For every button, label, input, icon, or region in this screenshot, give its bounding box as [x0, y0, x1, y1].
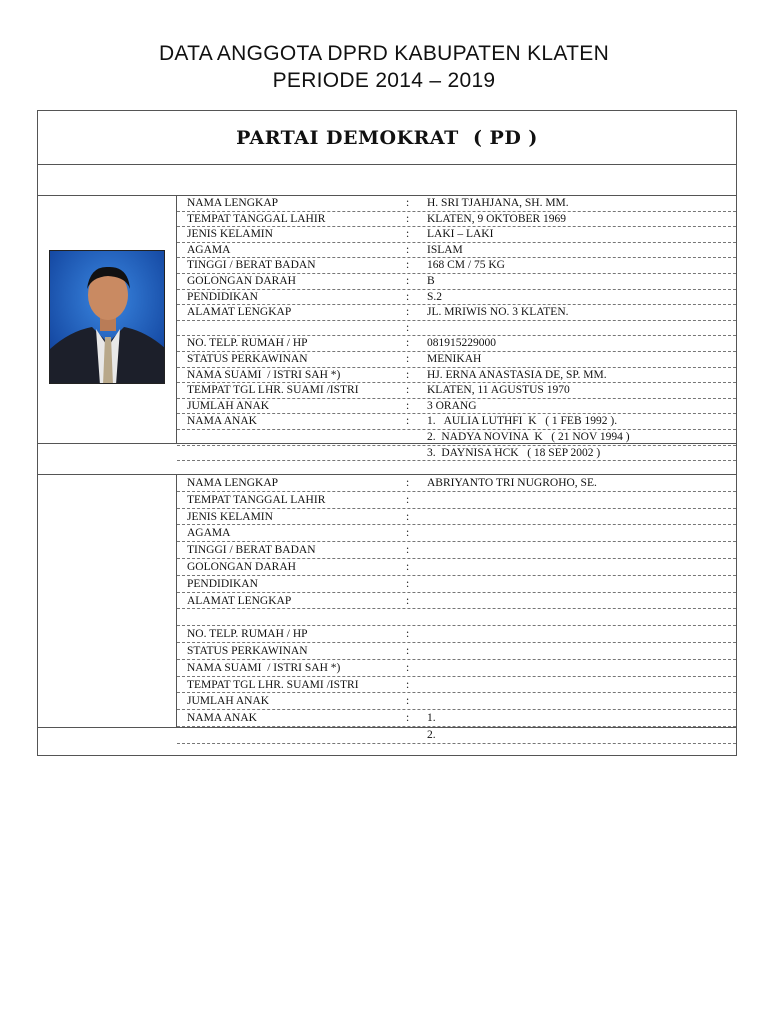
field-label: GOLONGAN DARAH	[187, 560, 296, 573]
field-value: 2. NADYA NOVINA K ( 21 NOV 1994 )	[427, 430, 630, 443]
info-row	[177, 542, 736, 559]
field-separator: :	[406, 243, 410, 256]
field-value: MENIKAH	[427, 352, 482, 365]
field-label: TEMPAT TANGGAL LAHIR	[187, 212, 326, 225]
field-label: STATUS PERKAWINAN	[187, 644, 308, 657]
page-title	[0, 40, 768, 94]
info-row	[177, 305, 736, 321]
field-label: JENIS KELAMIN	[187, 510, 273, 523]
field-label: ALAMAT LENGKAP	[187, 594, 292, 607]
field-value: HJ. ERNA ANASTASIA DE, SP. MM.	[427, 368, 607, 381]
field-label: TEMPAT TANGGAL LAHIR	[187, 493, 326, 506]
field-separator: :	[406, 661, 410, 674]
field-label: STATUS PERKAWINAN	[187, 352, 308, 365]
field-separator: :	[406, 644, 410, 657]
field-value: 3 ORANG	[427, 399, 477, 412]
field-separator: :	[406, 321, 410, 334]
portrait-image	[50, 251, 165, 384]
page-title-line2: PERIODE 2014 – 2019	[272, 69, 496, 92]
field-label: ALAMAT LENGKAP	[187, 306, 292, 319]
field-label: NO. TELP. RUMAH / HP	[187, 337, 308, 350]
member-info	[177, 196, 736, 461]
member-info	[177, 475, 736, 744]
field-value: 168 CM / 75 KG	[427, 259, 505, 272]
field-label: TEMPAT TGL LHR. SUAMI /ISTRI	[187, 384, 359, 397]
field-label: NO. TELP. RUMAH / HP	[187, 628, 308, 641]
field-separator: :	[406, 352, 410, 365]
field-value: KLATEN, 11 AGUSTUS 1970	[427, 384, 570, 397]
field-separator: :	[406, 477, 410, 489]
field-label: NAMA SUAMI / ISTRI SAH *)	[187, 368, 341, 381]
field-label: NAMA LENGKAP	[187, 477, 279, 489]
member-record-2	[38, 475, 736, 741]
field-separator: :	[406, 544, 410, 557]
field-separator: :	[406, 290, 410, 303]
info-row	[177, 492, 736, 509]
info-row	[177, 243, 736, 259]
field-separator: :	[406, 527, 410, 540]
field-separator: :	[406, 560, 410, 573]
info-row	[177, 593, 736, 610]
info-row	[177, 227, 736, 243]
info-row	[177, 609, 736, 626]
spacer-row	[38, 164, 736, 196]
field-separator: :	[406, 510, 410, 523]
field-label: AGAMA	[187, 243, 231, 256]
field-separator: :	[406, 274, 410, 287]
field-value: H. SRI TJAHJANA, SH. MM.	[427, 197, 569, 209]
field-label: TEMPAT TGL LHR. SUAMI /ISTRI	[187, 678, 359, 691]
field-value: 081915229000	[427, 337, 496, 350]
field-value: ABRIYANTO TRI NUGROHO, SE.	[427, 477, 597, 489]
field-label: NAMA LENGKAP	[187, 197, 279, 209]
field-value: LAKI – LAKI	[427, 228, 494, 241]
info-row	[177, 576, 736, 593]
member-photo	[49, 250, 165, 384]
photo-cell	[38, 196, 177, 443]
field-label: NAMA ANAK	[187, 415, 257, 428]
field-separator: :	[406, 678, 410, 691]
field-separator: :	[406, 384, 410, 397]
member-record-1	[38, 196, 736, 459]
field-separator: :	[406, 259, 410, 272]
info-row	[177, 677, 736, 694]
info-row	[177, 475, 736, 492]
field-separator: :	[406, 306, 410, 319]
party-name: PARTAI DEMOKRAT ( PD )	[236, 126, 538, 149]
info-row	[177, 399, 736, 415]
field-label: TINGGI / BERAT BADAN	[187, 544, 316, 557]
field-value: B	[427, 274, 435, 287]
info-row	[177, 525, 736, 542]
member-table	[37, 110, 737, 756]
field-value: JL. MRIWIS NO. 3 KLATEN.	[427, 306, 569, 319]
field-value: KLATEN, 9 OKTOBER 1969	[427, 212, 567, 225]
info-row	[177, 710, 736, 727]
field-separator: :	[406, 628, 410, 641]
field-separator: :	[406, 594, 410, 607]
field-value: S.2	[427, 290, 443, 303]
field-label: PENDIDIKAN	[187, 290, 258, 303]
field-label: AGAMA	[187, 527, 231, 540]
field-label: GOLONGAN DARAH	[187, 274, 296, 287]
info-row	[177, 414, 736, 430]
field-separator: :	[406, 368, 410, 381]
info-row	[177, 352, 736, 368]
photo-cell	[38, 475, 177, 727]
info-row	[177, 212, 736, 228]
info-row	[177, 383, 736, 399]
field-label: NAMA ANAK	[187, 712, 257, 725]
field-separator: :	[406, 493, 410, 506]
field-separator: :	[406, 228, 410, 241]
info-row	[177, 693, 736, 710]
field-value: 1. AULIA LUTHFI K ( 1 FEB 1992 ).	[427, 415, 618, 428]
field-separator: :	[406, 695, 410, 708]
field-label: JUMLAH ANAK	[187, 695, 270, 708]
info-row	[177, 196, 736, 212]
field-separator: :	[406, 415, 410, 428]
info-row	[177, 368, 736, 384]
page-title-line1: DATA ANGGOTA DPRD KABUPATEN KLATEN	[158, 42, 610, 65]
field-separator: :	[406, 577, 410, 590]
info-row	[177, 290, 736, 306]
field-value: ISLAM	[427, 243, 463, 256]
field-separator: :	[406, 712, 410, 725]
info-row	[177, 336, 736, 352]
field-label: TINGGI / BERAT BADAN	[187, 259, 316, 272]
info-row	[177, 643, 736, 660]
field-separator: :	[406, 399, 410, 412]
info-row	[177, 321, 736, 337]
field-value: 2.	[427, 728, 436, 741]
spacer-row	[38, 443, 736, 475]
field-label: JUMLAH ANAK	[187, 399, 270, 412]
field-label: JENIS KELAMIN	[187, 228, 273, 241]
info-row	[177, 258, 736, 274]
field-separator: :	[406, 197, 410, 209]
info-row	[177, 626, 736, 643]
info-row	[177, 727, 736, 744]
info-row	[177, 559, 736, 576]
party-heading	[38, 111, 736, 165]
field-label: NAMA SUAMI / ISTRI SAH *)	[187, 661, 341, 674]
info-row	[177, 274, 736, 290]
field-separator: :	[406, 212, 410, 225]
field-value: 3. DAYNISA HCK ( 18 SEP 2002 )	[427, 446, 601, 459]
info-row	[177, 509, 736, 526]
field-label: PENDIDIKAN	[187, 577, 258, 590]
field-value: 1.	[427, 712, 436, 725]
info-row	[177, 660, 736, 677]
field-separator: :	[406, 337, 410, 350]
